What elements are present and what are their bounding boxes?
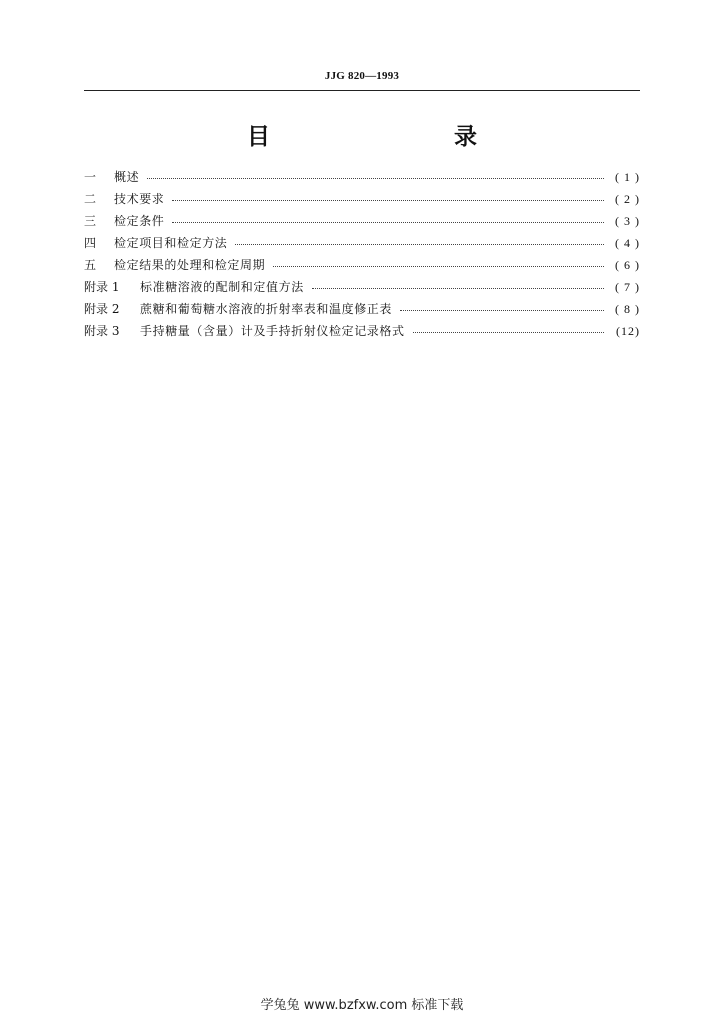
toc-entry-number: 四 — [84, 236, 97, 250]
toc-entry-title: 检定项目和检定方法 — [114, 236, 228, 250]
toc-entry-number: 三 — [84, 214, 97, 228]
toc-entry — [84, 254, 640, 276]
toc-entry-appendix — [84, 320, 640, 342]
toc-entry-title: 蔗糖和葡萄糖水溶液的折射率表和温度修正表 — [140, 302, 393, 316]
toc-entry-appendix — [84, 276, 640, 298]
toc-entry-title: 概述 — [114, 170, 140, 184]
table-of-contents — [84, 166, 640, 342]
toc-entry-appendix — [84, 298, 640, 320]
toc-entry-page: (12) — [616, 324, 640, 338]
toc-entry-number: 附录 3 — [84, 324, 120, 338]
toc-entry-title: 标准糖溶液的配制和定值方法 — [140, 280, 304, 294]
dot-leader — [235, 235, 604, 245]
toc-entry-title: 技术要求 — [114, 192, 165, 206]
toc-entry-page: ( 3 ) — [615, 214, 640, 228]
toc-title: 目 录 — [247, 124, 523, 150]
toc-entry-page: ( 8 ) — [615, 302, 640, 316]
page-header-code: JJG 820—1993 — [324, 70, 400, 82]
toc-entry-page: ( 2 ) — [615, 192, 640, 206]
dot-leader — [400, 301, 604, 311]
toc-entry-title: 手持糖量（含量）计及手持折射仪检定记录格式 — [140, 324, 405, 338]
toc-entry-page: ( 7 ) — [615, 280, 640, 294]
toc-entry — [84, 210, 640, 232]
toc-entry — [84, 232, 640, 254]
dot-leader — [413, 323, 604, 333]
toc-entry-number: 五 — [84, 258, 97, 272]
toc-entry-page: ( 1 ) — [615, 170, 640, 184]
toc-entry-page: ( 6 ) — [615, 258, 640, 272]
dot-leader — [147, 169, 604, 179]
toc-entry-number: 附录 2 — [84, 302, 120, 316]
toc-entry-title: 检定结果的处理和检定周期 — [114, 258, 266, 272]
dot-leader — [312, 279, 604, 289]
toc-entry-number: 附录 1 — [84, 280, 120, 294]
toc-entry — [84, 188, 640, 210]
toc-entry-number: 一 — [84, 170, 97, 184]
dot-leader — [273, 257, 604, 267]
footer-watermark: 学兔兔 www.bzfxw.com 标准下载 — [260, 998, 464, 1013]
toc-entry-number: 二 — [84, 192, 97, 206]
toc-entry-page: ( 4 ) — [615, 236, 640, 250]
toc-entry-title: 检定条件 — [114, 214, 165, 228]
header-rule — [84, 90, 640, 91]
dot-leader — [172, 213, 604, 223]
toc-entry — [84, 166, 640, 188]
dot-leader — [172, 191, 604, 201]
